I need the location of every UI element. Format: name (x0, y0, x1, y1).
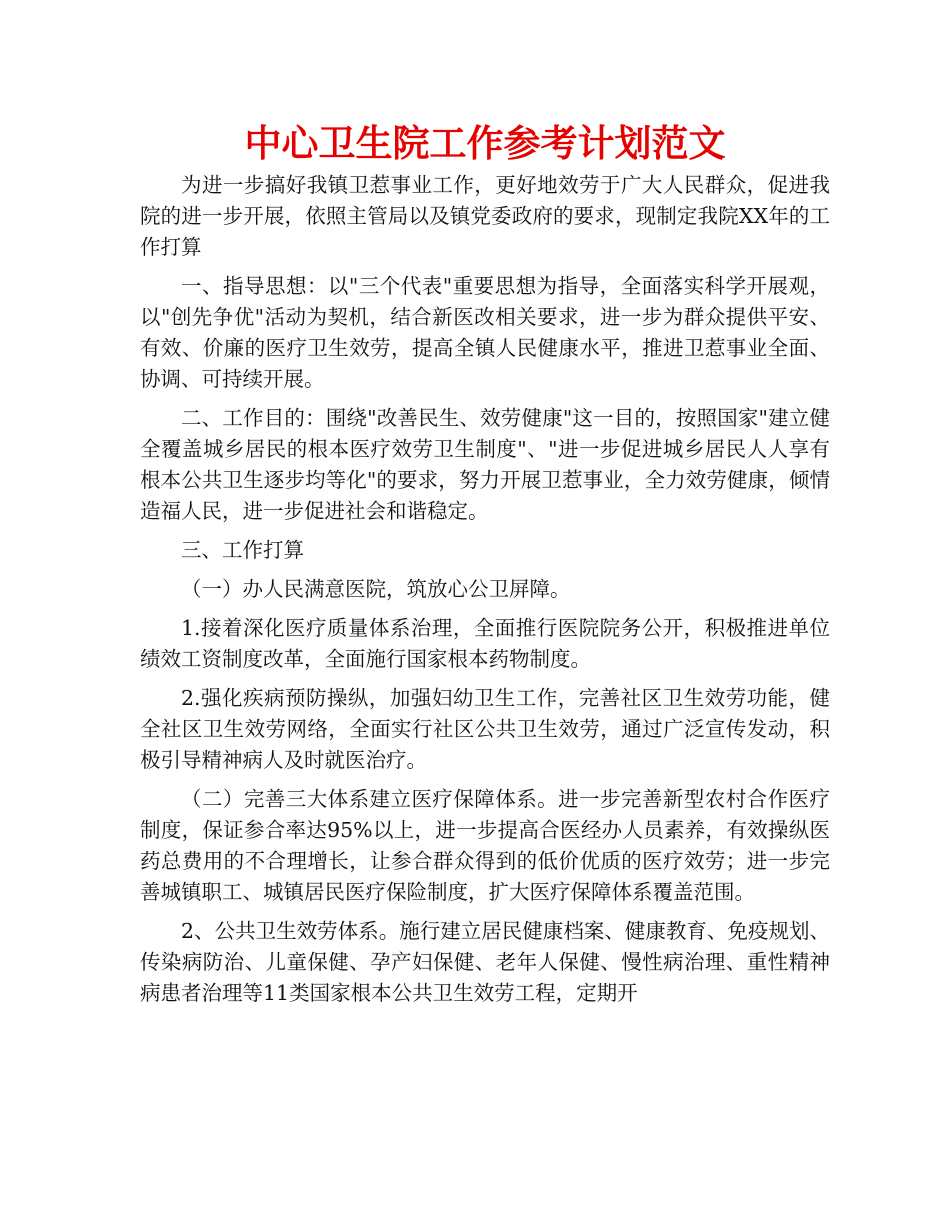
paragraph-item-2: 2.强化疾病预防操纵，加强妇幼卫生工作，完善社区卫生效劳功能，健全社区卫生效劳网络，全面实行社区公共卫生效劳，通过广泛宣传发动，积极引导精神病人及时就医治疗。 (140, 686, 830, 772)
paragraph-gap (140, 675, 830, 683)
paragraph-subsection-2: （二）完善三大体系建立医疗保障体系。进一步完善新型农村合作医疗制度，保证参合率达95%以上，进一步提高合医经办人员素养，有效操纵医药总费用的不合理增长，让参合群众得到的低价优质的医疗效劳；进一步完善城镇职工、城镇居民医疗保险制度，扩大医疗保障体系覆盖范围。 (140, 787, 830, 904)
paragraph-intro: 为进一步搞好我镇卫惹事业工作，更好地效劳于广大人民群众，促进我院的进一步开展，依照主管局以及镇党委政府的要求，现制定我院XX年的工作打算 (140, 173, 830, 259)
paragraph-gap (140, 605, 830, 613)
paragraph-gap (140, 527, 830, 535)
paragraph-gap (140, 776, 830, 784)
paragraph-item-1: 1.接着深化医疗质量体系治理，全面推行医院院务公开，积极推进单位绩效工资制度改革，全面施行国家根本药物制度。 (140, 616, 830, 671)
section-heading-work-plan: 三、工作打算 (181, 538, 304, 562)
document-page (140, 118, 830, 1009)
paragraph-gap (140, 566, 830, 574)
paragraph-gap (140, 263, 830, 271)
subsection-heading-1: （一）办人民满意医院，筑放心公卫屏障。 (181, 577, 571, 601)
paragraph-public-health: 2、公共卫生效劳体系。施行建立居民健康档案、健康教育、免疫规划、传染病防治、儿童保健、孕产妇保健、老年人保健、慢性病治理、重性精神病患者治理等11类国家根本公共卫生效劳工程，定期开 (140, 919, 830, 1005)
paragraph-gap (140, 395, 830, 403)
paragraph-guiding-ideology: 一、指导思想：以"三个代表"重要思想为指导，全面落实科学开展观，以"创先争优"活动为契机，结合新医改相关要求，进一步为群众提供平安、有效、价廉的医疗卫生效劳，提高全镇人民健康水平，推进卫惹事业全面、协调、可持续开展。 (140, 274, 830, 391)
document-title: 中心卫生院工作参考计划范文 (244, 122, 726, 165)
paragraph-work-goal: 二、工作目的：围绕"改善民生、效劳健康"这一目的，按照国家"建立健全覆盖城乡居民的根本医疗效劳卫生制度"、"进一步促进城乡居民人人享有根本公共卫生逐步均等化"的要求，努力开展卫惹事业，全力效劳健康，倾情造福人民，进一步促进社会和谐稳定。 (140, 406, 830, 523)
paragraph-gap (140, 908, 830, 916)
